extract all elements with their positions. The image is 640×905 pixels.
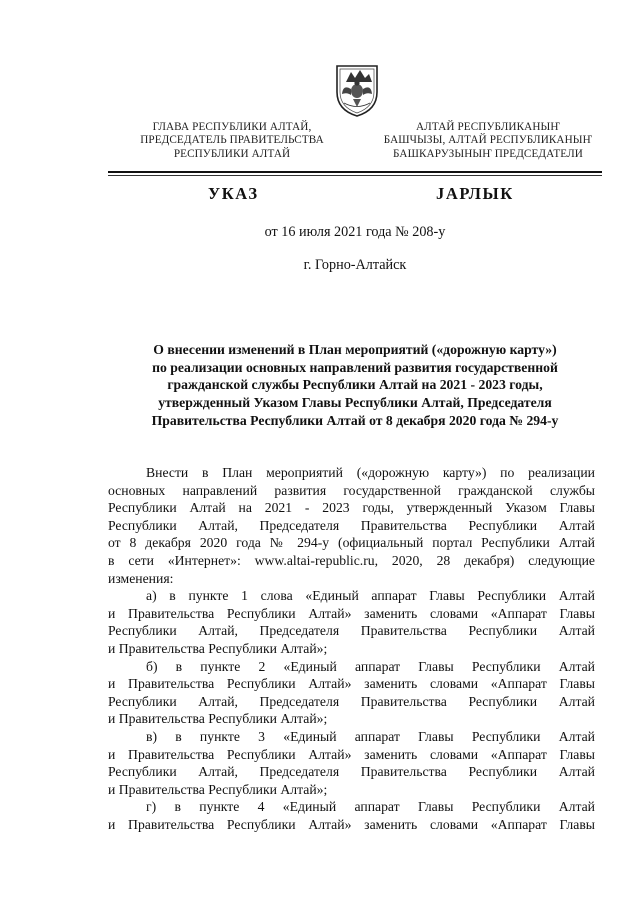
title-line: по реализации основных направлений развития государственной — [152, 359, 558, 375]
body-line: и Правительства Республики Алтай»; — [108, 640, 328, 656]
doc-type-russian: УКАЗ — [208, 184, 259, 203]
body-line: Республики Алтай, Председателя Правительства Республики Алтай — [108, 517, 595, 533]
body-line: и Правительства Республики Алтай» заменить словами «Аппарат Главы — [108, 746, 595, 762]
coat-of-arms-icon — [334, 58, 380, 118]
header-rule-thick — [108, 171, 602, 173]
body-line: а) в пункте 1 слова «Единый аппарат Главы Республики Алтай — [146, 588, 595, 604]
doc-type-altai: ЈАРЛЫК — [436, 184, 514, 203]
body-line: Республики Алтай на 2021 - 2023 годы, утвержденный Указом Главы — [108, 500, 595, 516]
header-left-line: ПРЕДСЕДАТЕЛЬ ПРАВИТЕЛЬСТВА — [140, 134, 324, 147]
body-line: г) в пункте 4 «Единый аппарат Главы Республики Алтай — [146, 799, 595, 815]
body-line: Внести в План мероприятий («дорожную карту») по реализации — [146, 465, 595, 480]
header-right-line: БАШЧЫЗЫ, АЛТАЙ РЕСПУБЛИКАНЫҤ — [383, 134, 593, 147]
body-line: Республики Алтай, Председателя Правительства Республики Алтай — [108, 764, 595, 780]
body-line: изменения: — [108, 570, 174, 586]
body-line: и Правительства Республики Алтай» заменить словами «Аппарат Главы — [108, 605, 595, 621]
title-line: Правительства Республики Алтай от 8 декабря 2020 года № 294-у — [151, 412, 559, 428]
body-line: в сети «Интернет»: www.altai-republic.ru, 2020, 28 декабря) следующие — [108, 552, 595, 568]
title-line: утвержденный Указом Главы Республики Алтай, Председателя — [158, 395, 552, 411]
title-line: гражданской службы Республики Алтай на 2021 - 2023 годы, — [167, 377, 543, 393]
body-line: и Правительства Республики Алтай»; — [108, 781, 328, 797]
header-rule-thin — [108, 175, 602, 176]
header-right-block — [364, 121, 612, 161]
decree-body — [108, 464, 595, 833]
header-left-line: ГЛАВА РЕСПУБЛИКИ АЛТАЙ, — [152, 121, 312, 133]
body-line: от 8 декабря 2020 года № 294-у (официальный портал Республики Алтай — [108, 535, 595, 551]
body-line: Республики Алтай, Председателя Правительства Республики Алтай — [108, 623, 595, 639]
body-line: и Правительства Республики Алтай» заменить словами «Аппарат Главы — [108, 816, 595, 832]
body-line: и Правительства Республики Алтай»; — [108, 711, 328, 727]
header-left-line: РЕСПУБЛИКИ АЛТАЙ — [173, 147, 291, 160]
body-line: б) в пункте 2 «Единый аппарат Главы Республики Алтай — [146, 658, 595, 674]
header-left-block — [116, 121, 348, 161]
title-line: О внесении изменений в План мероприятий («дорожную карту») — [153, 342, 557, 357]
decree-city: г. Горно-Алтайск — [303, 257, 407, 273]
body-line: основных направлений развития государственной гражданской службы — [108, 482, 595, 498]
body-line: и Правительства Республики Алтай» заменить словами «Аппарат Главы — [108, 676, 595, 692]
header-right-line: АЛТАЙ РЕСПУБЛИКАНЫҤ — [415, 121, 561, 133]
decree-title — [108, 341, 602, 430]
decree-date-number: от 16 июля 2021 года № 208-у — [264, 224, 446, 240]
body-line: в) в пункте 3 «Единый аппарат Главы Республики Алтай — [146, 728, 595, 744]
header-right-line: БАШКАРУЗЫНЫҤ ПРЕДСЕДАТЕЛИ — [393, 147, 583, 160]
body-line: Республики Алтай, Председателя Правительства Республики Алтай — [108, 693, 595, 709]
